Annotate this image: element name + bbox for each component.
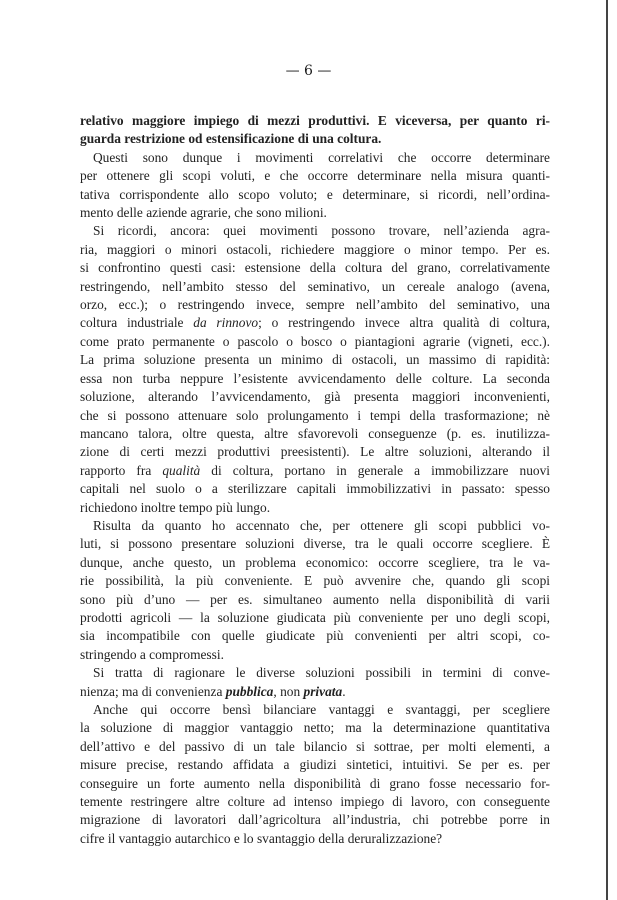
text-line: luti, si possono presentare soluzioni diverse, tra le quali occorre scegliere. È: [80, 536, 550, 552]
text-line: misure precise, restando affidata a giudizi sintetici, intuitivi. Se per es. per: [80, 757, 550, 773]
text-line: stringendo a compromessi.: [80, 646, 224, 662]
text-line: la soluzione di maggior vantaggio netto; ma la determinazione quantitativa: [80, 720, 550, 736]
page-edge-line: [606, 0, 608, 900]
text-line: Si ricordi, ancora: quei movimenti possono trovare, nell’azienda agra-: [93, 223, 550, 239]
text-line: [80, 314, 550, 332]
text-line: dell’attivo e del passivo di un tale bilancio si sottrae, per molti elementi, a: [80, 738, 550, 754]
text-line: sia incompatibile con quelle giudicate più convenienti per altri scopi, co-: [80, 628, 550, 644]
text-line: soluzione, alterando l’avvicendamento, già presenta maggiori inconvenienti,: [80, 389, 550, 405]
text-line: prodotti agricoli — la soluzione giudicata più conveniente per uno degli scopi,: [80, 609, 550, 625]
page-number: — 6 —: [285, 63, 332, 79]
text-line: Risulta da quanto ho accennato che, per ottenere gli scopi pubblici vo-: [93, 517, 550, 533]
text-segment: , non: [273, 683, 304, 699]
text-line: relativo maggiore impiego di mezzi produttivi. E viceversa, per quanto ri-: [80, 113, 550, 128]
text-line: La prima soluzione presenta un minimo di ostacoli, un massimo di rapidità:: [80, 352, 550, 368]
text-line: [80, 462, 550, 480]
text-segment: ; o restringendo invece altra qualità di coltura,: [258, 315, 550, 331]
text-line: capitali nel suolo o a sterilizzare capitali immobilizzativi in passato: spesso: [80, 481, 550, 497]
text-segment: rapporto fra: [80, 462, 163, 478]
text-line: per ottenere gli scopi voluti, e che occorre determinare nella misura quanti-: [80, 168, 550, 184]
text-segment: di coltura, portano in generale a immobilizzare nuovi: [200, 462, 550, 478]
text-line: cifre il vantaggio autarchico e lo svantaggio della deruralizzazione?: [80, 830, 443, 846]
text-segment: coltura industriale: [80, 315, 194, 331]
text-line: sono più d’uno — per es. simultaneo aumento nella disponibilità di varii: [80, 591, 550, 607]
bold-italic-term: pubblica: [225, 683, 274, 699]
text-line: temente restringere altre colture ad intenso impiego di lavoro, con conseguente: [80, 794, 550, 810]
text-line: [80, 683, 550, 701]
text-line: dunque, anche questo, un problema economico: occorre scegliere, tra le va-: [80, 554, 550, 570]
text-line: Si tratta di ragionare le diverse soluzioni possibili in termini di conve-: [93, 665, 550, 681]
text-line: zione di certi mezzi produttivi preesistenti). Le altre soluzioni, alterando il: [80, 444, 550, 460]
italic-term: qualità: [162, 462, 201, 478]
text-line: tativa corrispondente allo scopo voluto; e determinare, si ricordi, nell’ordina-: [80, 186, 550, 202]
text-line: restringendo, nell’ambito stesso del seminativo, un cereale analogo (avena,: [80, 278, 550, 294]
text-line: che si possono attenuare solo prolungamento i tempi della trasformazione; nè: [80, 407, 550, 423]
text-line: conseguire un forte aumento nella disponibilità di grano fosse necessario for-: [80, 775, 550, 791]
italic-term: da rinnovo: [193, 315, 259, 331]
text-line: rie possibilità, la più conveniente. E può avvenire che, quando gli scopi: [80, 573, 550, 589]
text-line: migrazione di lavoratori dall’agricoltura all’industria, chi potrebbe porre in: [80, 812, 550, 828]
text-segment: .: [342, 683, 346, 699]
text-line: ria, maggiori o minori ostacoli, richiedere maggiore o minor tempo. Per es.: [80, 241, 550, 257]
text-line: si confrontino questi casi: estensione della coltura del grano, correlativamente: [80, 260, 550, 276]
bold-italic-term: privata: [303, 683, 343, 699]
body-text: [80, 112, 550, 848]
text-line: essa non turba neppure l’esistente avvicendamento delle colture. La seconda: [80, 370, 550, 386]
text-line: come prato permanente o pascolo o bosco o piantagioni agrarie (vigneti, ecc.).: [80, 333, 550, 349]
text-line: Anche qui occorre bensì bilanciare vantaggi e svantaggi, per scegliere: [93, 702, 550, 717]
text-segment: nienza; ma di convenienza: [80, 683, 226, 699]
text-line: guarda restrizione od estensificazione di una coltura.: [80, 131, 382, 147]
text-line: mancano talora, oltre questa, altre sfavorevoli conseguenze (p. es. inutilizza-: [80, 425, 550, 441]
text-line: Questi sono dunque i movimenti correlativi che occorre determinare: [93, 149, 550, 165]
text-line: richiedono inoltre tempo più lungo.: [80, 499, 271, 515]
text-line: mento delle aziende agrarie, che sono milioni.: [80, 205, 327, 221]
text-line: orzo, ecc.); o restringendo invece, sempre nell’ambito del seminativo, una: [80, 297, 550, 313]
